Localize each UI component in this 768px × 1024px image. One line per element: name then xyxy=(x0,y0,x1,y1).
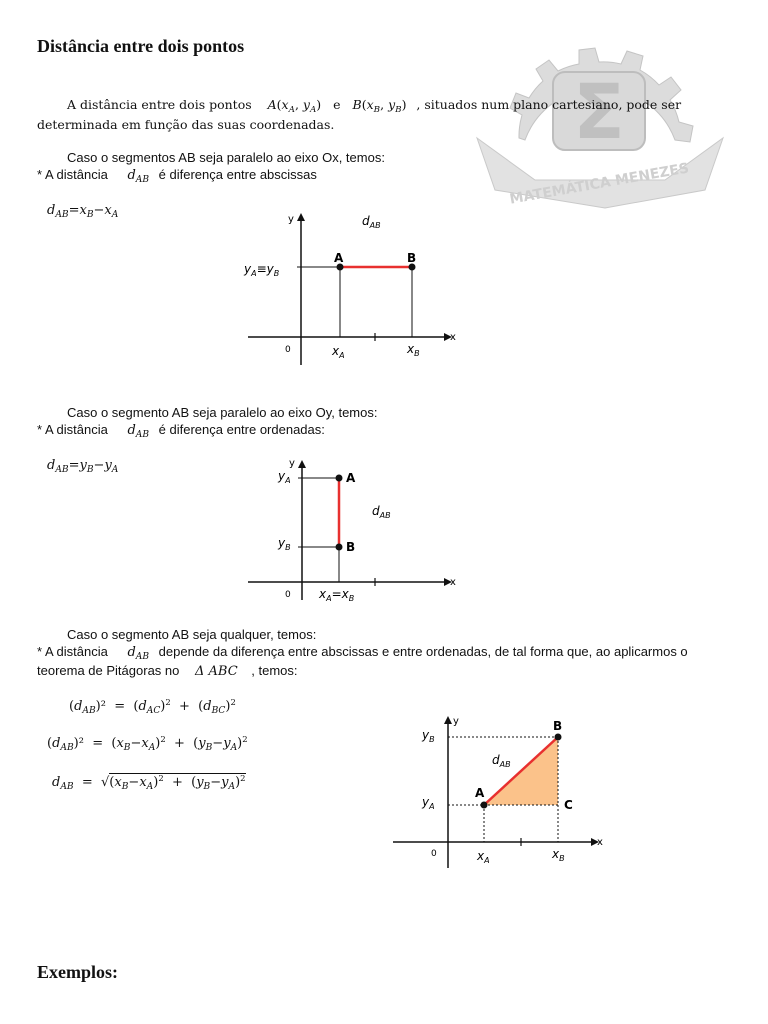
label-c: C xyxy=(564,798,573,812)
svg-text:dAB: $d_{AB}$ xyxy=(492,753,511,769)
case2-line-2: * A distância $d_{AB}$ é diferença entre ordenadas: xyxy=(37,422,325,440)
label-a: A xyxy=(334,251,344,265)
svg-text:xA: $x_A$ xyxy=(332,344,345,360)
intro-line-1: A distância entre dois pontos $A(x_A$, $y_A$) e $B(x_B$, $y_B$) , situados num plano cartesiano, pode ser xyxy=(67,97,682,115)
label-a: A xyxy=(346,471,356,485)
x-axis-label: x xyxy=(450,332,456,343)
examples-heading: Exemplos: xyxy=(37,962,118,982)
case3-line-2: * A distância $d_{AB}$ depende da diferença entre abscissas e entre ordenadas, de tal forma que, ao aplicarmos o xyxy=(37,644,688,662)
label-b: B xyxy=(346,540,356,554)
case3-line-3: teorema de Pitágoras no Δ ABC , temos: xyxy=(37,663,298,679)
svg-text:yA: $y_A$ xyxy=(278,469,291,485)
case1-line-1: Caso o segmentos AB seja paralelo ao eixo Ox, temos: xyxy=(67,150,385,165)
formula-distance: $d_{AB} = √(x_B-x_A)^2 + (y_B-y_A)^2$ xyxy=(52,773,246,792)
diagram-general-segment xyxy=(385,708,615,876)
x-axis-label: x xyxy=(597,837,603,848)
y-axis-label: y xyxy=(288,214,294,225)
svg-text:xB: $x_B$ xyxy=(407,342,420,358)
case2-line-1: Caso o segmento AB seja paralelo ao eixo Oy, temos: xyxy=(67,405,378,420)
y-axis-label: y xyxy=(453,716,459,727)
watermark-logo xyxy=(465,30,735,210)
intro-line-2: determinada em função das suas coordenadas. xyxy=(37,117,335,132)
formula-dy: $d_{AB}=y_B-y_A$ xyxy=(47,458,119,475)
x-axis-label: x xyxy=(450,577,456,588)
svg-text:yB: $y_B$ xyxy=(422,728,435,744)
svg-text:MATEMÁTICA MENEZES: MATEMÁTICA MENEZES xyxy=(508,160,691,208)
svg-text:yA: $y_A$ xyxy=(422,795,435,811)
case3-line-1: Caso o segmento AB seja qualquer, temos: xyxy=(67,627,317,642)
sigma-icon: Σ xyxy=(573,67,625,156)
origin-label: 0 xyxy=(285,590,291,600)
svg-text:dAB: $d_{AB}$ xyxy=(372,504,391,520)
point-a xyxy=(336,475,343,482)
formula-pythagoras-1: $(d_{AB})^2 = (d_{AC})^2 + (d_{BC})^2$ xyxy=(69,697,236,716)
case1-line-2: * A distância $d_{AB}$ é diferença entre abscissas xyxy=(37,167,317,185)
label-b: B xyxy=(553,719,563,733)
y-axis-label: y xyxy=(289,458,295,469)
svg-text:yB: $y_B$ xyxy=(278,536,291,552)
point-b xyxy=(336,544,343,551)
point-a xyxy=(481,802,488,809)
origin-label: 0 xyxy=(431,849,437,859)
point-b xyxy=(555,734,562,741)
label-b: B xyxy=(407,251,417,265)
page-title: Distância entre dois pontos xyxy=(37,36,245,56)
label-a: A xyxy=(475,786,485,800)
svg-text:dAB: $d_{AB}$ xyxy=(362,214,381,230)
diagram-vertical-segment xyxy=(238,452,468,610)
formula-pythagoras-2: $(d_{AB})^2 = (x_B-x_A)^2 + (y_B-y_A)^2$ xyxy=(47,734,248,753)
svg-text:xA: $x_A$ xyxy=(477,849,490,865)
origin-label: 0 xyxy=(285,345,291,355)
diagram-horizontal-segment xyxy=(238,205,468,375)
formula-dx: $d_{AB}=x_B-x_A$ xyxy=(47,203,119,220)
svg-text:yA≡yB: $y_A\equiv y_B$ xyxy=(244,262,280,278)
svg-text:xA=xB: $x_A=x_B$ xyxy=(319,587,355,603)
svg-text:xB: $x_B$ xyxy=(552,847,565,863)
